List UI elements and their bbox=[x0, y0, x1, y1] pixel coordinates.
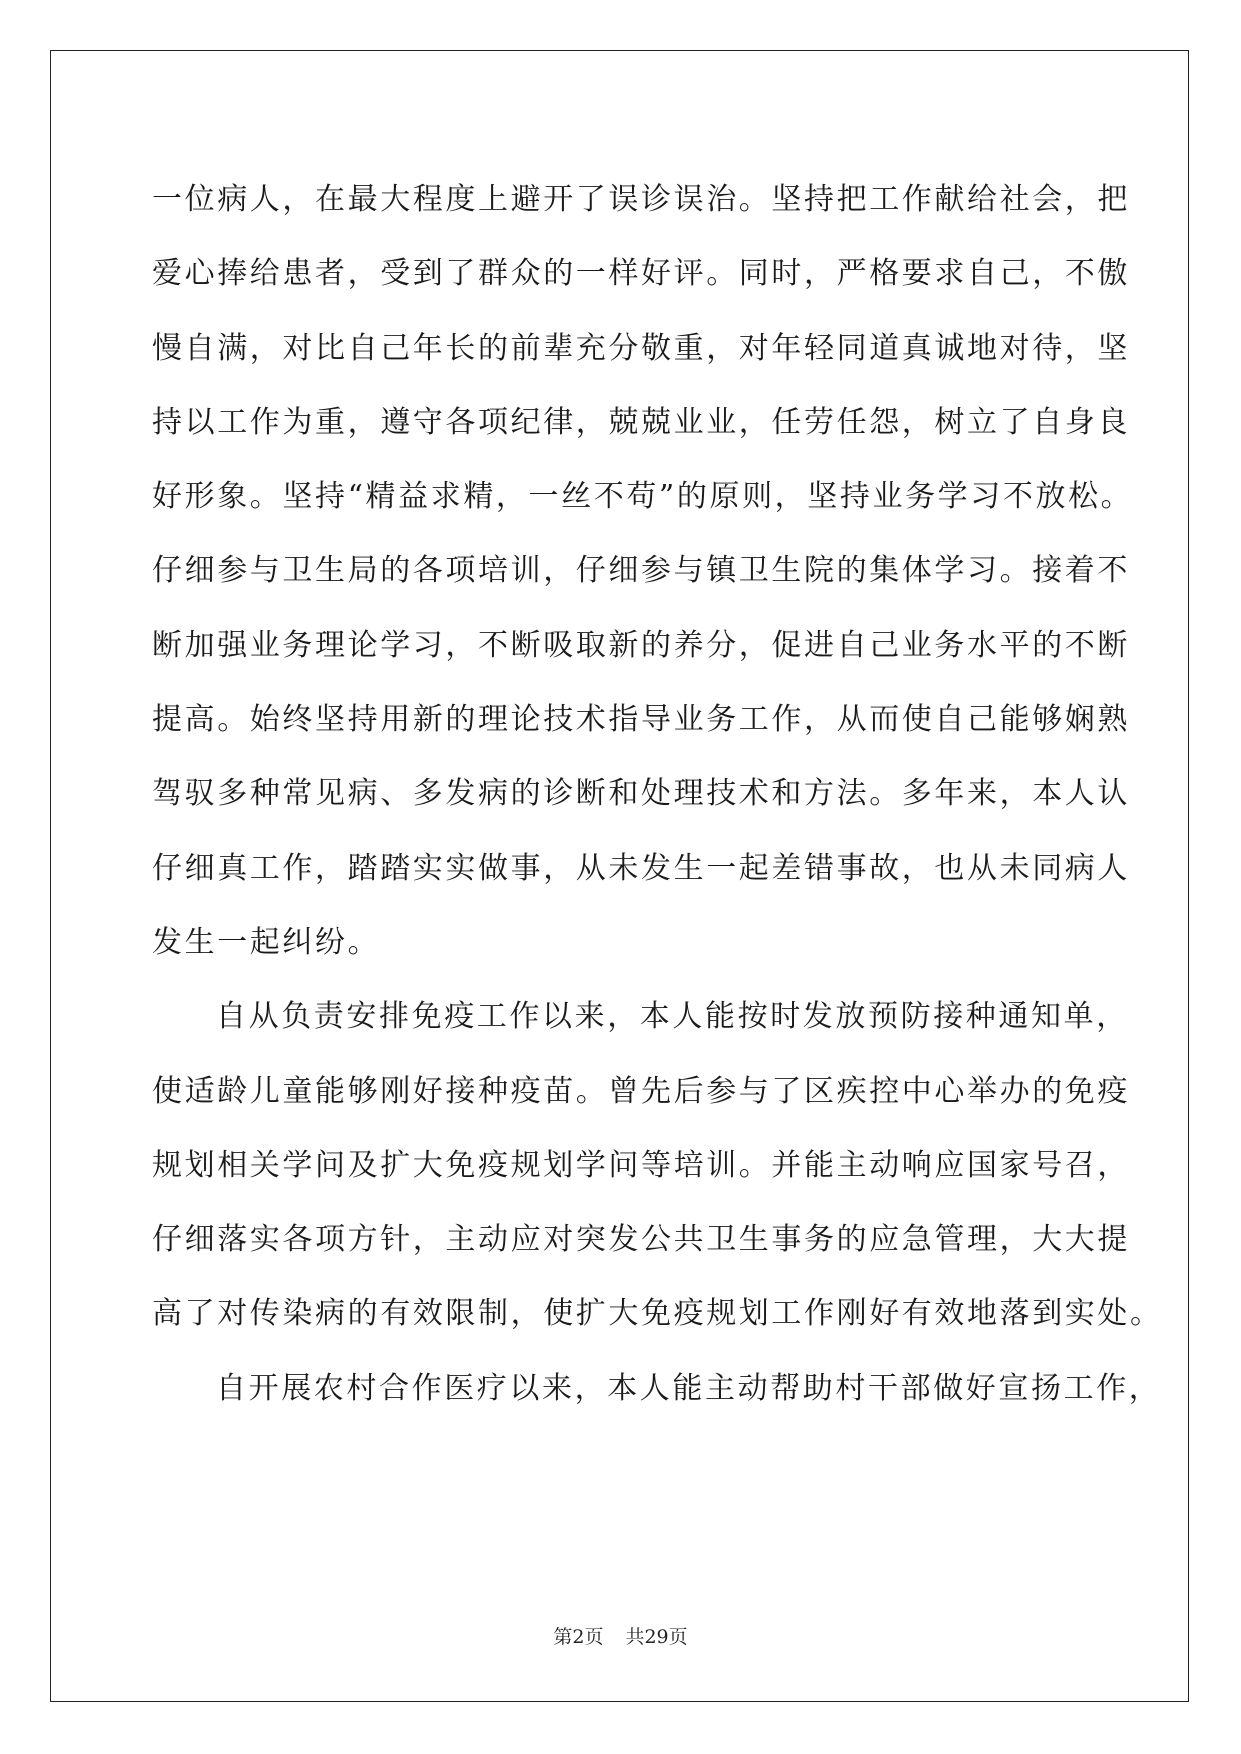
page-current-number: 2 bbox=[572, 1626, 585, 1648]
text-line: 驾驭多种常见病、多发病的诊断和处理技术和方法。多年来，本人认 bbox=[152, 776, 1130, 812]
text-line: 高了对传染病的有效限制，使扩大免疫规划工作刚好有效地落到实处。 bbox=[152, 1296, 1163, 1332]
page-prefix: 第 bbox=[553, 1626, 573, 1648]
text-line: 仔细落实各项方针，主动应对突发公共卫生事务的应急管理，大大提 bbox=[152, 1222, 1130, 1258]
total-prefix: 共 bbox=[625, 1626, 645, 1648]
page-suffix: 页 bbox=[584, 1626, 604, 1648]
text-line: 发生一起纠纷。 bbox=[152, 924, 381, 960]
text-line: 提高。始终坚持用新的理论技术指导业务工作，从而使自己能够娴熟 bbox=[152, 702, 1130, 738]
document-body bbox=[152, 163, 1163, 1426]
text-line: 仔细参与卫生局的各项培训，仔细参与镇卫生院的集体学习。接着不 bbox=[152, 553, 1130, 589]
text-line: 持以工作为重，遵守各项纪律，兢兢业业，任劳任怨，树立了自身良 bbox=[152, 404, 1130, 440]
paragraph-start-line: 自开展农村合作医疗以来，本人能主动帮助村干部做好宣扬工作， bbox=[216, 1370, 1162, 1406]
page-footer bbox=[0, 1625, 1241, 1649]
text-line: 一位病人，在最大程度上避开了误诊误治。坚持把工作献给社会，把 bbox=[152, 182, 1130, 217]
text-line: 好形象。坚持“精益求精，一丝不苟”的原则，坚持业务学习不放松。 bbox=[152, 479, 1134, 515]
text-line: 使适龄儿童能够刚好接种疫苗。曾先后参与了区疾控中心举办的免疫 bbox=[152, 1073, 1130, 1109]
text-line: 规划相关学问及扩大免疫规划学问等培训。并能主动响应国家号召， bbox=[152, 1147, 1130, 1183]
text-line: 慢自满，对比自己年长的前辈充分敬重，对年轻同道真诚地对待，坚 bbox=[152, 330, 1130, 366]
text-line: 爱心捧给患者，受到了群众的一样好评。同时，严格要求自己，不傲 bbox=[152, 256, 1130, 292]
text-line: 断加强业务理论学习，不断吸取新的养分，促进自己业务水平的不断 bbox=[152, 627, 1130, 663]
paragraph-start-line: 自从负责安排免疫工作以来，本人能按时发放预防接种通知单， bbox=[216, 999, 1129, 1035]
text-line: 仔细真工作，踏踏实实做事，从未发生一起差错事故，也从未同病人 bbox=[152, 850, 1130, 886]
total-suffix: 页 bbox=[668, 1626, 688, 1648]
page-total-number: 29 bbox=[644, 1626, 669, 1648]
